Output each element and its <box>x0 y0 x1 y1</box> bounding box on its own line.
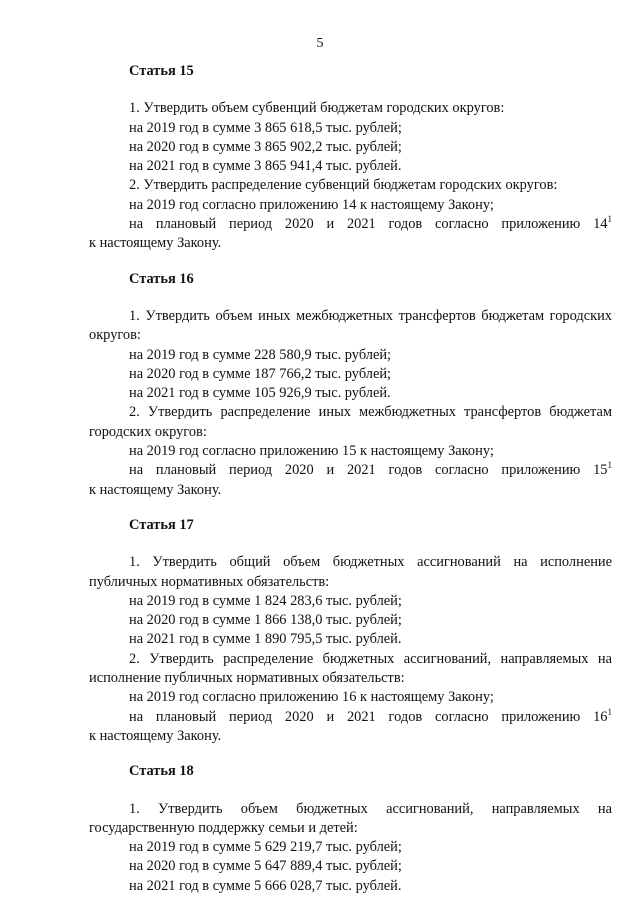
plan-line <box>89 215 612 234</box>
article-16 <box>89 270 612 500</box>
paragraph: 2. Утвердить распределение иных межбюджетных трансфертов бюджетам городских округов: <box>89 404 612 440</box>
appendix-line: на 2019 год согласно приложению 16 к настоящему Закону; <box>129 689 494 706</box>
plan-tail: к настоящему Закону. <box>89 727 222 744</box>
plan-text: на плановый период 2020 и 2021 годов согласно приложению 16 <box>129 708 608 725</box>
article-heading: Статья 16 <box>129 270 194 287</box>
amount-line: на 2020 год в сумме 1 866 138,0 тыс. рублей; <box>129 612 402 629</box>
paragraph: 1. Утвердить объем бюджетных ассигнований, направляемых на государственную поддержку семьи и детей: <box>89 800 612 836</box>
plan-line <box>89 461 612 480</box>
amount-line: на 2019 год в сумме 5 629 219,7 тыс. рублей; <box>129 839 402 856</box>
superscript: 1 <box>607 706 612 717</box>
article-heading: Статья 15 <box>129 63 194 79</box>
paragraph: 2. Утвердить распределение субвенций бюджетам городских округов: <box>129 177 558 194</box>
document-body <box>89 62 612 896</box>
article-17 <box>89 516 612 746</box>
plan-text: на плановый период 2020 и 2021 годов согласно приложению 15 <box>129 462 608 479</box>
amount-line: на 2019 год в сумме 1 824 283,6 тыс. рублей; <box>129 592 402 609</box>
article-heading: Статья 17 <box>129 516 194 533</box>
appendix-line: на 2019 год согласно приложению 14 к настоящему Закону; <box>129 196 494 213</box>
amount-line: на 2021 год в сумме 1 890 795,5 тыс. рублей. <box>129 631 402 648</box>
article-heading: Статья 18 <box>129 763 194 780</box>
amount-line: на 2019 год в сумме 3 865 618,5 тыс. рублей; <box>129 119 402 136</box>
paragraph: 2. Утвердить распределение бюджетных ассигнований, направляемых на исполнение публичных нормативных обязательств: <box>89 650 612 687</box>
page-number: 5 <box>316 36 324 51</box>
paragraph: 1. Утвердить объем субвенций бюджетам городских округов: <box>129 100 505 117</box>
superscript: 1 <box>607 460 612 471</box>
amount-line: на 2020 год в сумме 187 766,2 тыс. рублей; <box>129 365 392 382</box>
plan-tail: к настоящему Закону. <box>89 235 222 252</box>
amount-line: на 2020 год в сумме 5 647 889,4 тыс. рублей; <box>129 858 402 875</box>
plan-line <box>89 708 612 727</box>
paragraph: 1. Утвердить объем иных межбюджетных трансфертов бюджетам городских округов: <box>89 307 612 344</box>
plan-text: на плановый период 2020 и 2021 годов согласно приложению 14 <box>129 216 608 233</box>
article-15 <box>89 62 612 254</box>
plan-tail: к настоящему Закону. <box>89 481 222 498</box>
amount-line: на 2021 год в сумме 3 865 941,4 тыс. рублей. <box>129 158 402 175</box>
amount-line: на 2021 год в сумме 105 926,9 тыс. рублей. <box>129 385 391 402</box>
amount-line: на 2019 год в сумме 228 580,9 тыс. рублей; <box>129 346 392 363</box>
amount-line: на 2020 год в сумме 3 865 902,2 тыс. рублей; <box>129 138 402 155</box>
appendix-line: на 2019 год согласно приложению 15 к настоящему Закону; <box>129 443 494 460</box>
paragraph: 1. Утвердить общий объем бюджетных ассигнований на исполнение публичных нормативных обязательств: <box>89 554 612 590</box>
article-18 <box>89 762 612 896</box>
amount-line: на 2021 год в сумме 5 666 028,7 тыс. рублей. <box>129 877 402 894</box>
superscript: 1 <box>607 214 612 225</box>
